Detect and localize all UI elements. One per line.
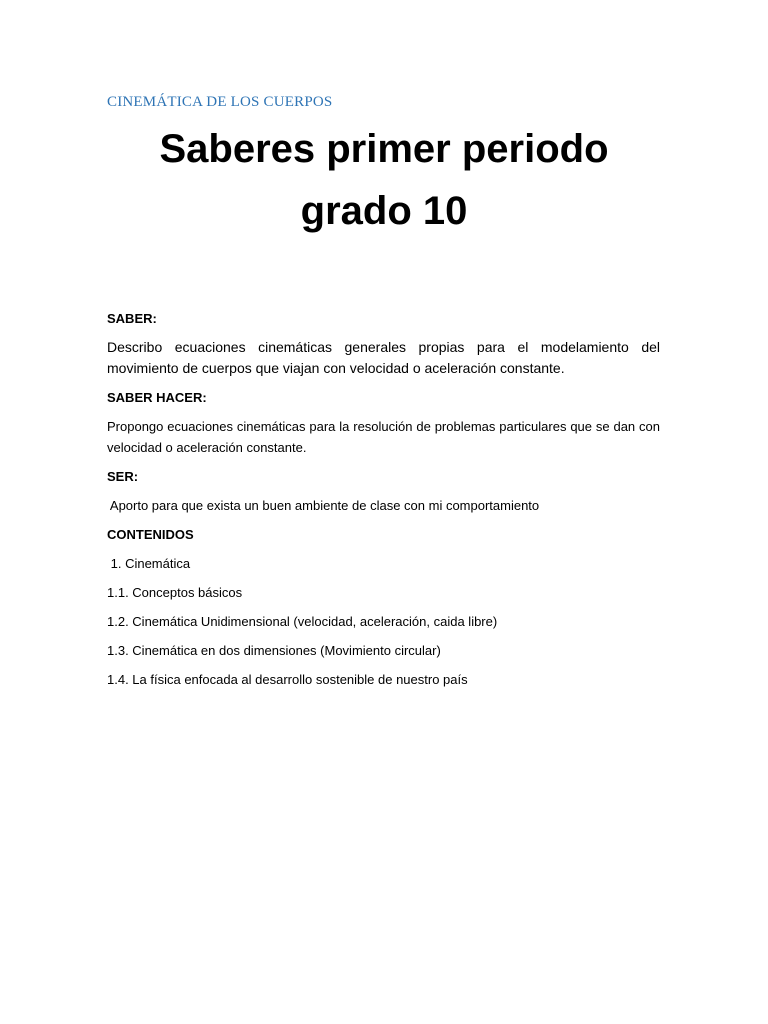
saber-text: Describo ecuaciones cinemáticas generales propias para el modelamiento del movimiento de cuerpos que viajan con velocidad o aceleración constante.	[107, 339, 660, 376]
title-line-2: grado 10	[300, 189, 468, 233]
title-line-1: Saberes primer periodo	[159, 127, 609, 171]
list-item: 1.3. Cinemática en dos dimensiones (Movimiento circular)	[107, 643, 441, 658]
saber-heading: SABER:	[107, 311, 157, 326]
list-item: 1.4. La física enfocada al desarrollo sostenible de nuestro país	[107, 672, 468, 687]
saber-hacer-text: Propongo ecuaciones cinemáticas para la resolución de problemas particulares que se dan con velocidad o aceleración constante.	[107, 419, 660, 455]
page-title	[0, 118, 768, 242]
section-kicker: CINEMÁTICA DE LOS CUERPOS	[107, 94, 333, 110]
contenidos-heading: CONTENIDOS	[107, 527, 194, 542]
document-body	[107, 308, 660, 698]
list-item: 1. Cinemática	[107, 556, 191, 571]
list-item: 1.1. Conceptos básicos	[107, 585, 243, 600]
list-item: 1.2. Cinemática Unidimensional (velocidad, aceleración, caida libre)	[107, 614, 498, 629]
ser-text: Aporto para que exista un buen ambiente de clase con mi comportamiento	[107, 498, 540, 513]
ser-heading: SER:	[107, 469, 139, 484]
saber-hacer-heading: SABER HACER:	[107, 390, 207, 405]
